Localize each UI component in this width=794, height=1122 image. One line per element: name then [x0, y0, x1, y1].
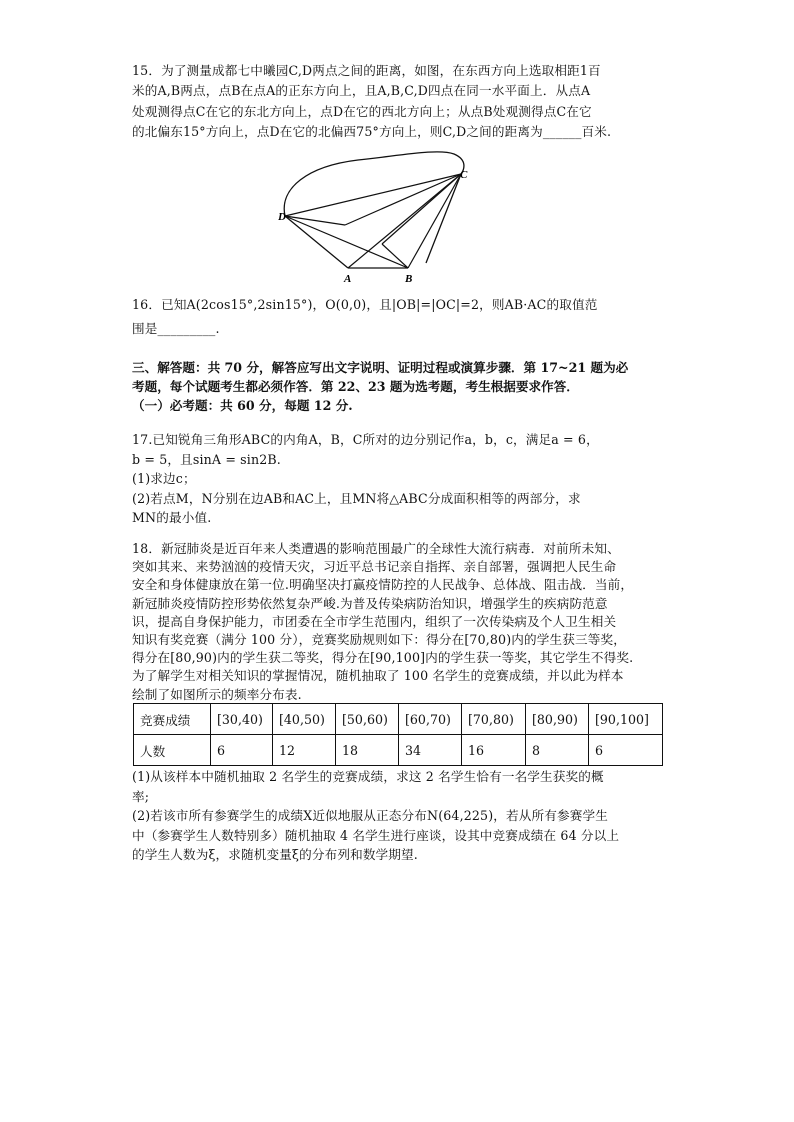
question-17 [132, 430, 666, 528]
q18-part-line-2: 率; [132, 788, 150, 804]
q18-line-3: 安全和身体健康放在第一位.明确坚决打赢疫情防控的人民战争、总体战、阻击战．当前， [132, 577, 634, 593]
q18-line-4: 新冠肺炎疫情防控形势依然复杂严峻.为普及传染病防治知识，增强学生的疾病防范意 [132, 595, 608, 611]
table-cell: 8 [526, 735, 589, 766]
q18-line-6: 知识有奖竞赛（满分 100 分），竞赛奖励规则如下：得分在[70,80)内的学生获三等奖， [132, 632, 626, 648]
q18-part-line-5: 的学生人数为ξ，求随机变量ξ的分布列和数学期望. [132, 847, 418, 862]
q17-line-3: (1)求边c； [132, 471, 196, 486]
question-16 [132, 293, 666, 341]
table-header-cell: 竞赛成绩 [134, 704, 211, 735]
table-header-cell: [50,60) [336, 704, 399, 735]
table-cell: 34 [399, 735, 462, 766]
q18-line-7: 得分在[80,90)内的学生获二等奖，得分在[90,100]内的学生获一等奖，其它学生不得奖. [132, 650, 634, 666]
label-b: B [405, 273, 413, 284]
frequency-table [133, 703, 663, 766]
q15-line-2: 米的A,B两点，点B在点A的正东方向上，且A,B,C,D四点在同一水平面上．从点A [132, 83, 591, 99]
segment-bc [408, 174, 461, 268]
q15-line-1: 15．为了测量成都七中曦园C,D两点之间的距离，如图，在东西方向上选取相距1百 [132, 63, 601, 78]
section3-line-2: 考题，每个试题考生都必须作答．第 22、23 题为选考题，考生根据要求作答． [132, 379, 579, 394]
q18-part-line-3: (2)若该市所有参赛学生的成绩X近似地服从正态分布N(64,225)，若从所有参赛学生 [132, 808, 608, 823]
table-header-cell: [70,80) [462, 704, 526, 735]
segment-ac [348, 174, 461, 268]
label-a: A [344, 273, 352, 284]
table-cell: 6 [211, 735, 273, 766]
geometry-figure [278, 148, 478, 288]
table-cell: 18 [336, 735, 399, 766]
q18-line-5: 识，提高自身保护能力，市团委在全市学生范围内，组织了一次传染病及个人卫生相关 [132, 613, 617, 629]
q15-line-4: 的北偏东15°方向上，点D在它的北偏西75°方向上，则C,D之间的距离为______百米. [132, 124, 612, 140]
q17-line-1: 17.已知锐角三角形ABC的内角A，B，C所对的边分别记作a，b，c，满足a = 6， [132, 432, 599, 447]
label-c: C [460, 169, 468, 181]
question-18 [132, 540, 666, 704]
q18-part-line-1: (1)从该样本中随机抽取 2 名学生的竞赛成绩，求这 2 名学生恰有一名学生获奖的概 [132, 769, 604, 784]
section3-line-1: 三、解答题：共 70 分，解答应写出文字说明、证明过程或演算步骤．第 17~21 题为必 [132, 360, 629, 375]
q17-line-4: (2)若点M，N分别在边AB和AC上，且MN将△ABC分成面积相等的两部分，求 [132, 490, 581, 506]
table-row [134, 735, 663, 766]
table-cell: 人数 [134, 735, 211, 766]
table-header-cell: [60,70) [399, 704, 462, 735]
q18-part-line-4: 中（参赛学生人数特别多）随机抽取 4 名学生进行座谈，设其中竞赛成绩在 64 分以上 [132, 827, 620, 843]
question-18-parts [132, 767, 666, 865]
table-cell: 6 [589, 735, 663, 766]
table-cell: 12 [273, 735, 336, 766]
q18-line-9: 绘制了如图所示的频率分布表. [132, 686, 302, 702]
segment-dc [285, 174, 461, 216]
table-row [134, 704, 663, 735]
table-header-cell: [90,100] [589, 704, 663, 735]
q17-line-5: MN的最小值. [132, 510, 212, 525]
q16-line-2: 围是_________. [132, 321, 220, 336]
q18-line-1: 18．新冠肺炎是近百年来人类遭遇的影响范围最广的全球性大流行病毒．对前所未知、 [132, 541, 620, 556]
table-header-cell: [30,40) [211, 704, 273, 735]
table-header-cell: [40,50) [273, 704, 336, 735]
table-header-cell: [80,90) [526, 704, 589, 735]
q18-line-8: 为了解学生对相关知识的掌握情况，随机抽取了 100 名学生的竞赛成绩，并以此为样本 [132, 668, 624, 684]
question-15 [132, 61, 666, 143]
section-3-heading [132, 358, 666, 415]
label-d: D [278, 211, 286, 223]
q18-line-2: 突如其来、来势汹汹的疫情天灾，习近平总书记亲自指挥、亲自部署，强调把人民生命 [132, 559, 617, 575]
table-cell: 16 [462, 735, 526, 766]
q17-line-2: b = 5，且sinA = sin2B. [132, 451, 281, 467]
q15-line-3: 处观测得点C在它的东北方向上，点D在它的西北方向上；从点B处观测得点C在它 [132, 103, 592, 119]
section3-line-3: （一）必考题：共 60 分，每题 12 分. [132, 398, 353, 413]
q16-line-1: 16．已知A(2cos15°,2sin15°)，O(0,0)，且|OB|=|OC|=2，则AB·AC的取值范 [132, 297, 598, 312]
segment-b-mid [382, 244, 408, 268]
segment-mid-c2 [382, 174, 461, 244]
figure-svg [278, 148, 478, 284]
